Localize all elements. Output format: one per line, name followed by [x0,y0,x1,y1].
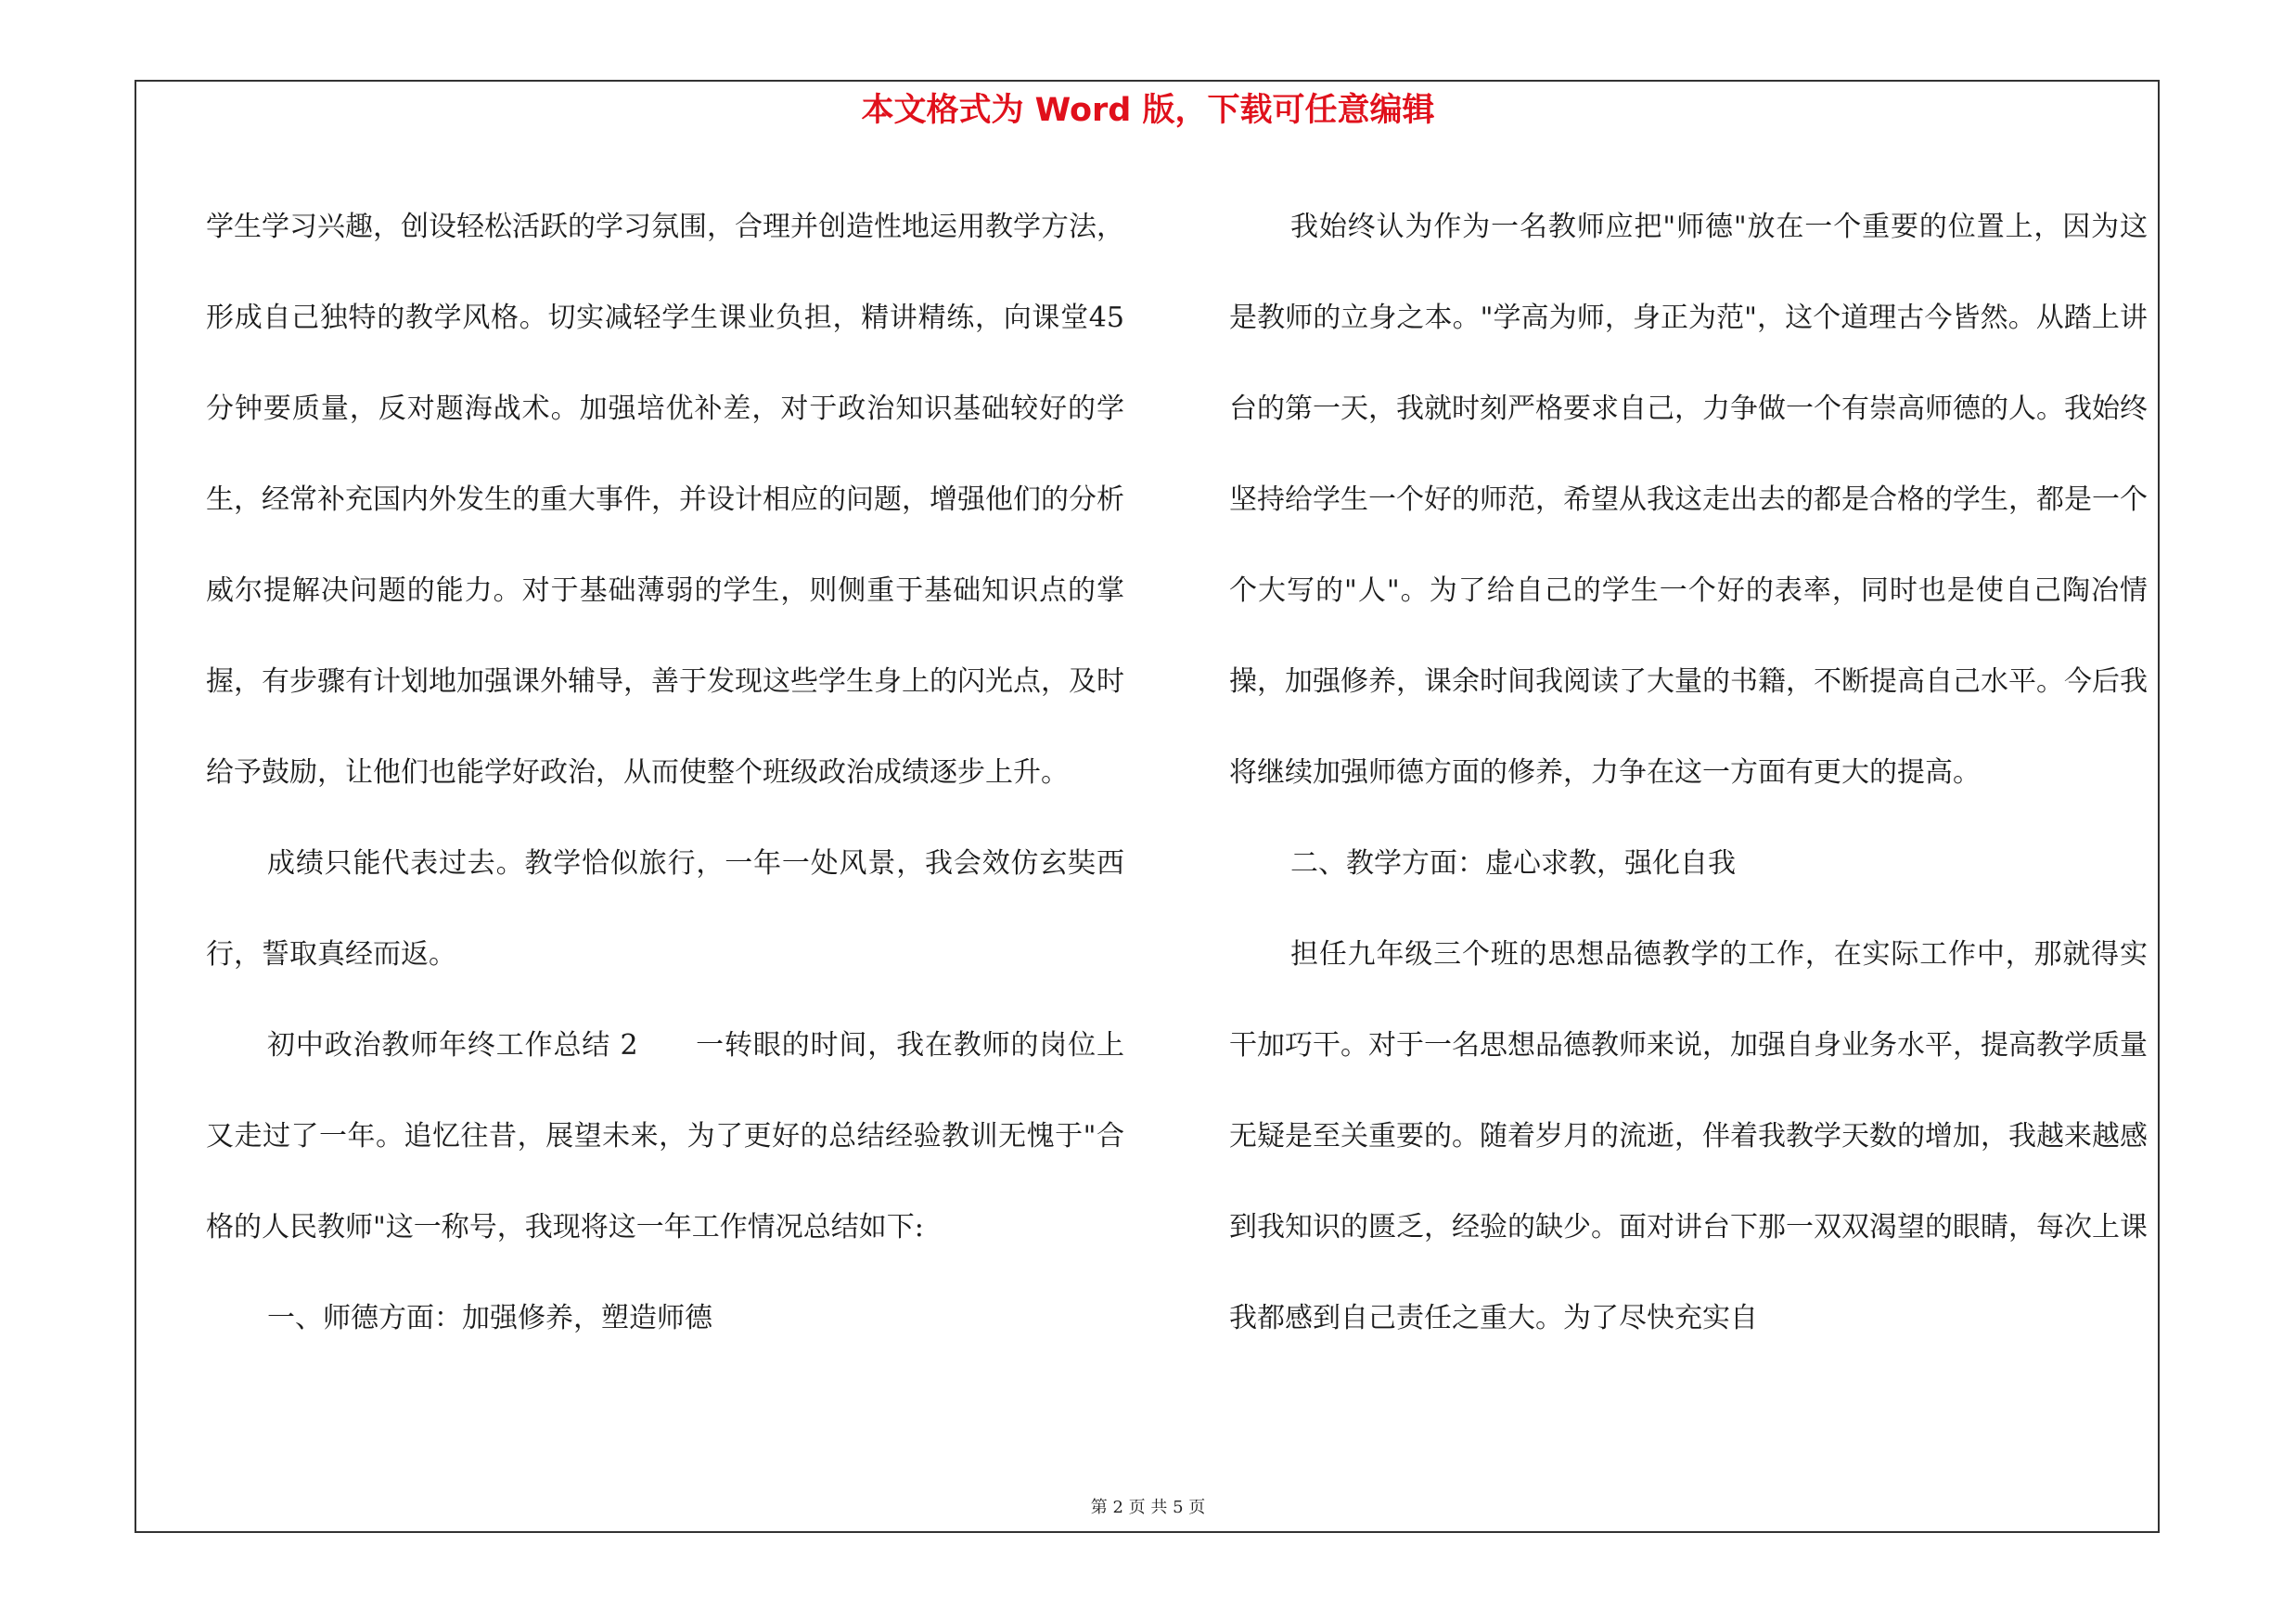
paragraph: 我始终认为作为一名教师应把"师德"放在一个重要的位置上，因为这是教师的立身之本。"学高为师，身正为范"，这个道理古今皆然。从踏上讲台的第一天，我就时刻严格要求自己，力争做一个有崇高师德的人。我始终坚持给学生一个好的师范，希望从我这走出去的都是合格的学生，都是一个个大写的"人"。为了给自己的学生一个好的表率，同时也是使自己陶冶情操，加强修养，课余时间我阅读了大量的书籍，不断提高自己水平。今后我将继续加强师德方面的修养，力争在这一方面有更大的提高。 [1229,211,2148,789]
section-heading: 一、师德方面：加强修养，塑造师德 [267,1302,712,1334]
paragraph: 初中政治教师年终工作总结 2 一转眼的时间，我在教师的岗位上又走过了一年。追忆往昔，展望未来，为了更好的总结经验教训无愧于"合格的人民教师"这一称号，我现将这一年工作情况总结如下: [206,1029,1124,1243]
paragraph: 学生学习兴趣，创设轻松活跃的学习氛围，合理并创造性地运用教学方法，形成自己独特的教学风格。切实减轻学生课业负担，精讲精练，向课堂45分钟要质量，反对题海战术。加强培优补差，对于政治知识基础较好的学生，经常补充国内外发生的重大事件，并设计相应的问题，增强他们的分析威尔提解决问题的能力。对于基础薄弱的学生，则侧重于基础知识点的掌握，有步骤有计划地加强课外辅导，善于发现这些学生身上的闪光点，及时给予鼓励，让他们也能学好政治，从而使整个班级政治成绩逐步上升。 [206,211,1124,789]
section-heading: 二、教学方面：虚心求教，强化自我 [1290,847,1736,880]
document-banner: 本文格式为 Word 版，下载可任意编辑 [861,92,1435,129]
right-column [1229,182,2148,1364]
left-column [206,182,1124,1364]
page-number-footer: 第 2 页 共 5 页 [1090,1498,1206,1517]
paragraph: 成绩只能代表过去。教学恰似旅行，一年一处风景，我会效仿玄奘西行，誓取真经而返。 [206,847,1124,971]
paragraph: 担任九年级三个班的思想品德教学的工作，在实际工作中，那就得实干加巧干。对于一名思想品德教师来说，加强自身业务水平，提高教学质量无疑是至关重要的。随着岁月的流逝，伴着我教学天数的增加，我越来越感到我知识的匮乏，经验的缺少。面对讲台下那一双双渴望的眼睛，每次上课我都感到自己责任之重大。为了尽快充实自 [1229,938,2148,1334]
